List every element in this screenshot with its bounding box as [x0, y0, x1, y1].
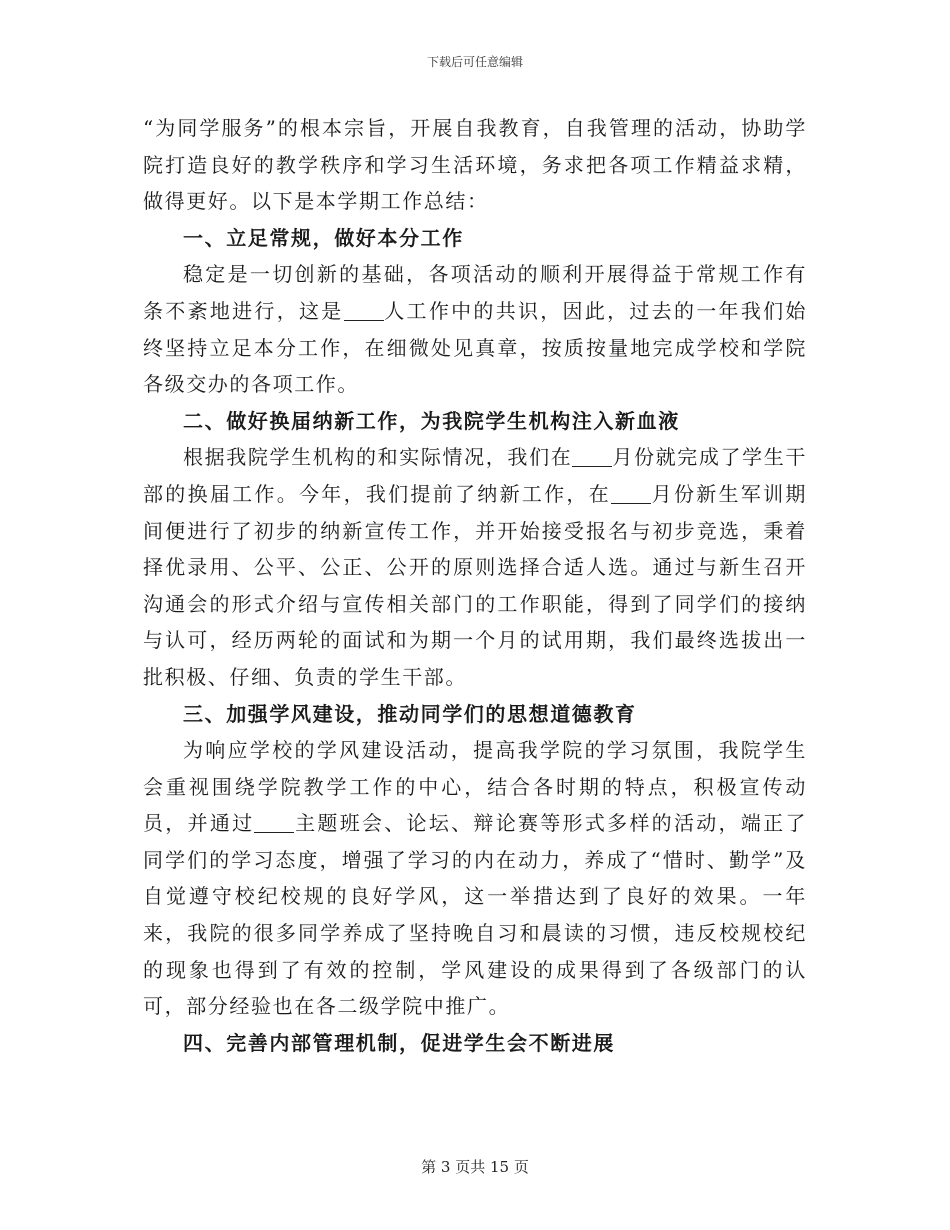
fill-in-blank — [344, 300, 384, 321]
page-footer: 第 3 页共 15 页 — [421, 1158, 529, 1176]
text-run: 稳定是一切创新的基础，各项活动的顺利开展得益于常规工作有条不紊地进行，这是 — [143, 262, 807, 323]
text-run: 月份新生军训期间便进行了初步的纳新宣传工作，并开始接受报名与初步竞选，秉着择优录用、公平、公正、公开的原则选择合适人选。通过与新生召开沟通会的形式介绍与宣传相关部门的工作职能，得到了同学们的接纳与认可，经历两轮的面试和为期一个月的试用期，我们最终选拔出一批积极、仔细、负责的学生干部。 — [143, 481, 807, 689]
text-run: 月份就完成了学生干部的换届工作。今年，我们提前了纳新工作，在 — [143, 445, 807, 506]
fill-in-blank — [572, 446, 612, 467]
document-body — [143, 110, 807, 1061]
text-run: 主题班会、论坛、辩论赛等形式多样的活动，端正了同学们的学习态度，增强了学习的内在动力，养成了“惜时、勤学”及自觉遵守校纪校规的良好学风，这一举措达到了良好的效果。一年来，我院的很多同学养成了坚持晚自习和晨读的习惯，违反校规校纪的现象也得到了有效的控制，学风建设的成果得到了各级部门的认可，部分经验也在各二级学院中推广。 — [143, 811, 807, 1019]
section-heading-2: 二、做好换届纳新工作，为我院学生机构注入新血液 — [183, 408, 680, 433]
text-run: 为响应学校的学风建设活动，提高我学院的学习氛围，我院学生会重视围绕学院教学工作的中心，结合各时期的特点，积极宣传动员，并通过 — [143, 738, 807, 836]
fill-in-blank — [254, 812, 294, 833]
section-heading-4: 四、完善内部管理机制，促进学生会不断进展 — [183, 1030, 615, 1055]
section-paragraph-3 — [143, 732, 807, 1025]
section-heading-1: 一、立足常规，做好本分工作 — [183, 225, 464, 250]
text-run: 根据我院学生机构的和实际情况，我们在 — [183, 445, 573, 470]
text-run: 人工作中的共识，因此，过去的一年我们始终坚持立足本分工作，在细微处见真章，按质按量地完成学校和学院各级交办的各项工作。 — [143, 298, 807, 397]
section-heading-3: 三、加强学风建设，推动同学们的思想道德教育 — [183, 701, 637, 726]
intro-paragraph: “为同学服务”的根本宗旨，开展自我教育，自我管理的活动，协助学院打造良好的教学秩序和学习生活环境，务求把各项工作精益求精，做得更好。以下是本学期工作总结： — [143, 116, 807, 214]
section-paragraph-1 — [143, 256, 807, 402]
section-paragraph-2 — [143, 439, 807, 695]
fill-in-blank — [611, 483, 651, 504]
page-header: 下载后可任意编辑 — [426, 55, 523, 69]
